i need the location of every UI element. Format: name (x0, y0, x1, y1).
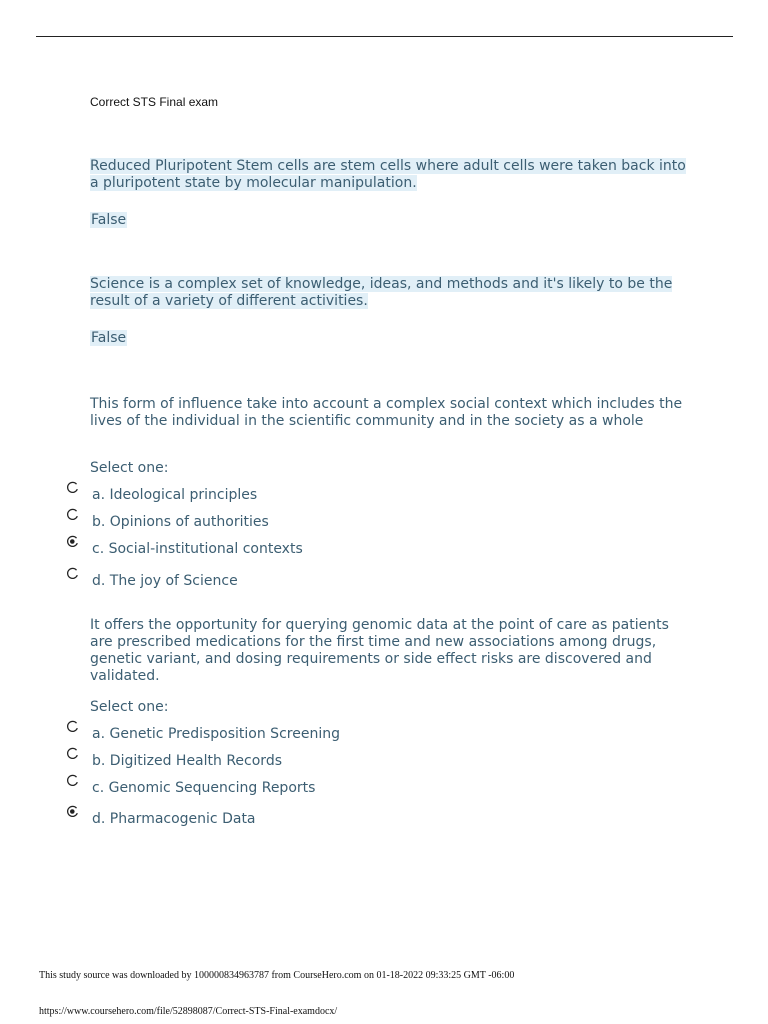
question-2-highlight: Science is a complex set of knowledge, ideas, and methods and it's likely to be the result of a variety of different activities. (90, 276, 673, 309)
source-url[interactable]: https://www.coursehero.com/file/52898087/Correct-STS-Final-examdocx/ (39, 1006, 338, 1017)
radio-unchecked-icon[interactable] (66, 567, 79, 580)
question-4-option-d[interactable] (66, 810, 256, 828)
option-label: c. Genomic Sequencing Reports (92, 780, 316, 796)
option-label: b. Opinions of authorities (92, 514, 269, 530)
question-3-option-a[interactable] (66, 486, 257, 504)
question-3-select-one: Select one: (90, 460, 169, 476)
radio-unchecked-icon[interactable] (66, 720, 79, 733)
option-label: d. The joy of Science (92, 573, 238, 589)
question-4-select-one: Select one: (90, 699, 169, 715)
option-label: b. Digitized Health Records (92, 753, 282, 769)
question-4-option-c[interactable] (66, 779, 315, 797)
radio-unchecked-icon[interactable] (66, 508, 79, 521)
radio-checked-icon[interactable] (66, 535, 79, 548)
question-3-option-b[interactable] (66, 513, 269, 531)
option-label: a. Genetic Predisposition Screening (92, 726, 340, 742)
question-2-answer (90, 330, 127, 346)
question-3-text: This form of influence take into account a complex social context which includes the lives of the individual in the scientific community and in the society as a whole (90, 396, 683, 429)
download-note: This study source was downloaded by 100000834963787 from CourseHero.com on 01-18-2022 09:33:25 GMT -06:00 (39, 970, 515, 981)
question-1-highlight: Reduced Pluripotent Stem cells are stem cells where adult cells were taken back into a pluripotent state by molecular manipulation. (90, 158, 686, 191)
radio-unchecked-icon[interactable] (66, 747, 79, 760)
question-2-answer-text: False (91, 330, 127, 346)
question-2-text (90, 276, 690, 310)
question-3-option-d[interactable] (66, 572, 238, 590)
document-title: Correct STS Final exam (90, 95, 219, 109)
question-3-option-c[interactable] (66, 540, 303, 558)
question-1-answer-text: False (91, 212, 127, 228)
option-label: c. Social-institutional contexts (92, 541, 303, 557)
question-1-text (90, 158, 690, 192)
question-4-option-a[interactable] (66, 725, 340, 743)
question-4-text: It offers the opportunity for querying genomic data at the point of care as patients are prescribed medications for the first time and new associations among drugs, genetic variant, and dosing requirements or side effect risks are discovered and validated. (90, 617, 669, 684)
radio-unchecked-icon[interactable] (66, 774, 79, 787)
radio-unchecked-icon[interactable] (66, 481, 79, 494)
question-4-option-b[interactable] (66, 752, 282, 770)
option-label: d. Pharmacogenic Data (92, 811, 256, 827)
question-1-answer (90, 212, 127, 228)
option-label: a. Ideological principles (92, 487, 258, 503)
radio-checked-icon[interactable] (66, 805, 79, 818)
top-rule (36, 36, 733, 37)
